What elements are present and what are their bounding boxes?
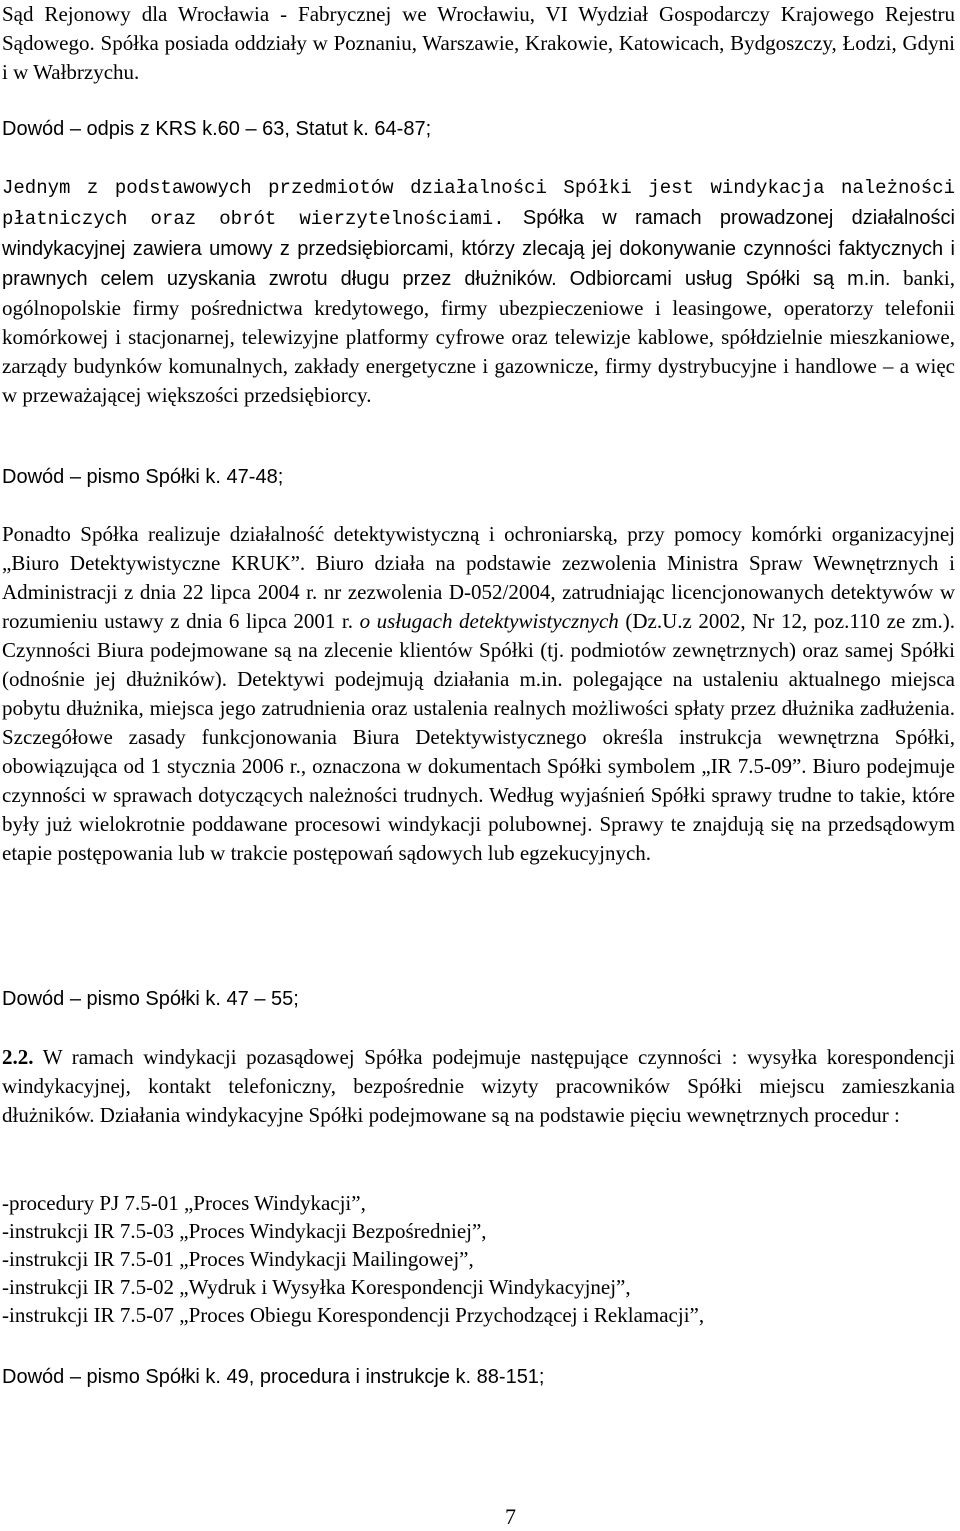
business-scope-text: Jednym z podstawowych przedmiotów działalności Spółki jest windykacja należności płatniczych oraz obrót wierzytelnościami. (2, 177, 955, 230)
list-item: -instrukcji IR 7.5-02 „Wydruk i Wysyłka Korespondencji Windykacyjnej”, (2, 1275, 631, 1299)
paragraph-out-of-court-collection (2, 1043, 955, 1130)
evidence-krs: Dowód – odpis z KRS k.60 – 63, Statut k. 64-87; (2, 118, 432, 140)
detective-office-text-continued: (Dz.U.z 2002, Nr 12, poz.110 ze zm.). Czynności Biura podejmowane są na zlecenie klientów Spółki (tj. podmiotów zewnętrznych) oraz samej Spółki (odnośnie jej dłużników). Detektywi podejmują działania m.in. polegające na ustaleniu aktualnego miejsca pobytu dłużnika, miejsca jego zatrudnienia oraz ustalenia realnych możliwości spłaty przez dłużnika zadłużenia. Szczegółowe zasady funkcjonowania Biura Detektywistycznego określa instrukcja wewnętrzna Spółki, obowiązująca od 1 stycznia 2006 r., oznaczona w dokumentach Spółki symbolem „IR 7.5-09”. Biuro podejmuje czynności w sprawach dotyczących należności trudnych. Według wyjaśnień Spółki sprawy trudne to takie, które były już wielokrotnie poddawane procesowi windykacji polubownej. Sprawy te znajdują się na przedsądowym etapie postępowania lub w trakcie postępowań sądowych lub egzekucyjnych. (2, 609, 955, 865)
list-item: -instrukcji IR 7.5-07 „Proces Obiegu Korespondencji Przychodzącej i Reklamacji”, (2, 1303, 705, 1327)
section-number: 2.2. (2, 1045, 34, 1069)
paragraph-court-register-text: Sąd Rejonowy dla Wrocławia - Fabrycznej we Wrocławiu, VI Wydział Gospodarczy Krajowego Rejestru Sądowego. Spółka posiada oddziały w Poznaniu, Warszawie, Krakowie, Katowicach, Bydgoszczy, Łodzi, Gdyni i w Wałbrzychu. (2, 2, 955, 84)
detective-act-title: o usługach detektywistycznych (359, 609, 619, 633)
list-item: -procedury PJ 7.5-01 „Proces Windykacji”, (2, 1191, 366, 1215)
page-number: 7 (505, 1504, 516, 1529)
business-clients-list-text: banki, ogólnopolskie firmy pośrednictwa kredytowego, firmy ubezpieczeniowe i leasingowe, operatorzy telefonii komórkowej i stacjonarnej, telewizyjne platformy cyfrowe oraz telewizje kablowe, spółdzielnie mieszkaniowe, zarządy budynków komunalnych, zakłady energetyczne i gazownicze, firmy dystrybucyjne i handlowe – a więc w przeważającej większości przedsiębiorcy. (2, 266, 956, 407)
evidence-letter-47-55: Dowód – pismo Spółki k. 47 – 55; (2, 988, 299, 1010)
procedures-list (2, 1189, 955, 1329)
detective-office-text: Ponadto Spółka realizuje działalność detektywistyczną i ochroniarską, przy pomocy komórki organizacyjnej „Biuro Detektywistyczne KRUK”. Biuro działa na podstawie zezwolenia Ministra Spraw Wewnętrznych i Administracji z dnia 22 lipca 2004 r. nr zezwolenia D-052/2004, zatrudniając licencjonowanych detektywów w rozumieniu ustawy z dnia 6 lipca 2001 r. (2, 522, 955, 633)
evidence-procedures: Dowód – pismo Spółki k. 49, procedura i instrukcje k. 88-151; (2, 1366, 545, 1388)
evidence-letter-47-48: Dowód – pismo Spółki k. 47-48; (2, 466, 284, 488)
paragraph-business-scope (2, 172, 955, 410)
paragraph-court-register (2, 0, 955, 87)
business-clients-text: Spółka w ramach prowadzonej działalności windykacyjnej zawiera umowy z przedsiębiorcami, którzy zlecają jej dokonywanie czynności faktycznych i prawnych celem uzyskania zwrotu długu przez dłużników. Odbiorcami usług Spółki są m.in. (2, 207, 955, 290)
paragraph-detective-office (2, 520, 955, 868)
list-item: -instrukcji IR 7.5-01 „Proces Windykacji Mailingowej”, (2, 1247, 474, 1271)
list-item: -instrukcji IR 7.5-03 „Proces Windykacji Bezpośredniej”, (2, 1219, 487, 1243)
out-of-court-collection-text: W ramach windykacji pozasądowej Spółka podejmuje następujące czynności : wysyłka korespondencji windykacyjnej, kontakt telefoniczny, bezpośrednie wizyty pracowników Spółki miejscu zamieszkania dłużników. Działania windykacyjne Spółki podejmowane są na podstawie pięciu wewnętrznych procedur : (2, 1045, 955, 1127)
